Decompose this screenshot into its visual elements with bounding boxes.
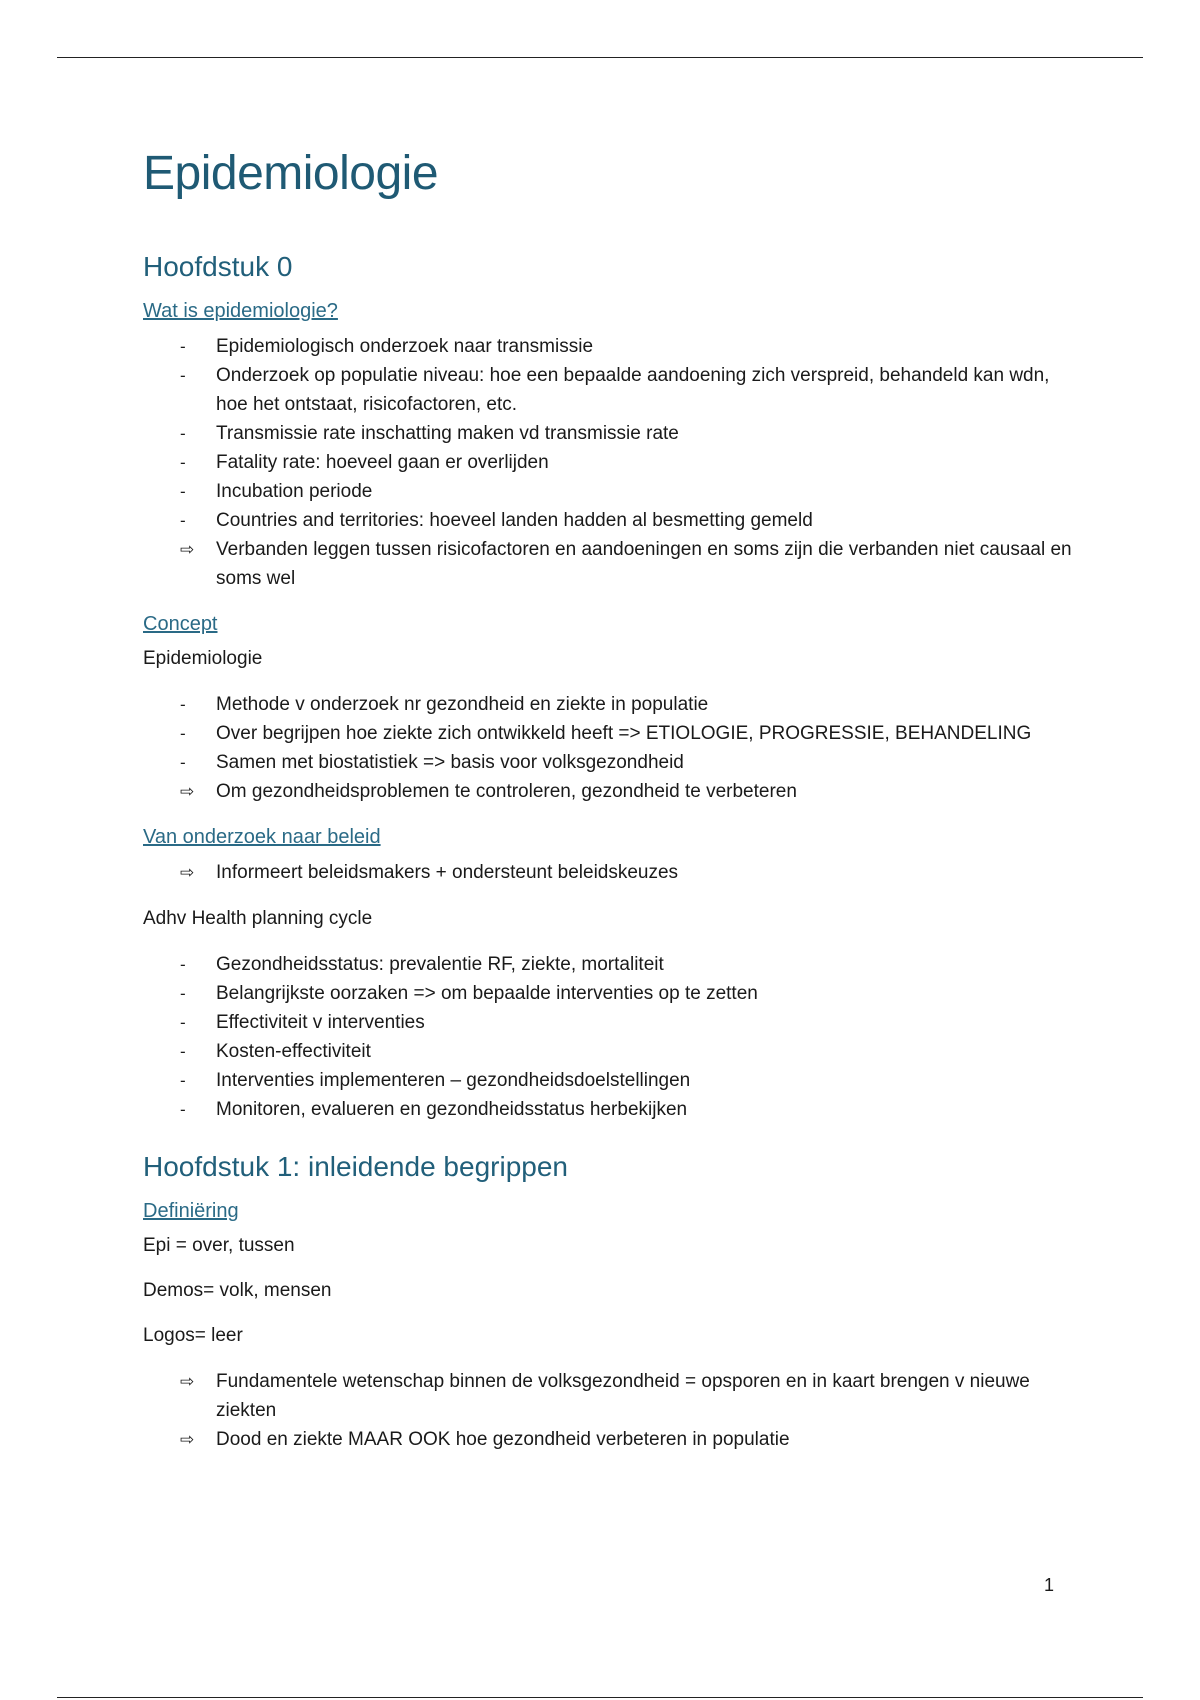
list-item [143, 477, 1083, 506]
bullet-list [143, 858, 1083, 887]
dash-bullet: - [180, 724, 186, 743]
list-item-text: Om gezondheidsproblemen te controleren, gezondheid te verbeteren [216, 781, 797, 802]
list-item-text: Incubation periode [216, 481, 373, 502]
list-item-text: Transmissie rate inschatting maken vd transmissie rate [216, 423, 679, 444]
paragraph: Adhv Health planning cycle [143, 908, 373, 929]
arrow-bullet-icon: ⇨ [180, 540, 195, 559]
list-item-text: Verbanden leggen tussen risicofactoren en aandoeningen en soms zijn die verbanden niet causaal en soms wel [216, 539, 1072, 589]
list-item-text: Belangrijkste oorzaken => om bepaalde interventies op te zetten [216, 983, 758, 1004]
page-number: 1 [1044, 1575, 1055, 1595]
chapter-heading: Hoofdstuk 1: inleidende begrippen [143, 1151, 568, 1182]
dash-bullet: - [180, 984, 186, 1003]
document-title: Epidemiologie [143, 147, 439, 200]
list-item [143, 448, 1083, 477]
list-item-text: Samen met biostatistiek => basis voor volksgezondheid [216, 752, 684, 773]
bullet-list [143, 332, 1083, 593]
list-item [143, 719, 1083, 748]
dash-bullet: - [180, 511, 186, 530]
paragraph: Logos= leer [143, 1325, 243, 1346]
list-item-text: Dood en ziekte MAAR OOK hoe gezondheid verbeteren in populatie [216, 1429, 790, 1450]
list-item-text: Over begrijpen hoe ziekte zich ontwikkeld heeft => ETIOLOGIE, PROGRESSIE, BEHANDELING [216, 723, 1032, 744]
list-item-text: Effectiviteit v interventies [216, 1012, 425, 1033]
list-item-text: Kosten-effectiviteit [216, 1041, 371, 1062]
dash-bullet: - [180, 1013, 186, 1032]
document-content [143, 250, 1083, 1472]
list-item-text: Gezondheidsstatus: prevalentie RF, ziekte, mortaliteit [216, 954, 664, 975]
dash-bullet: - [180, 955, 186, 974]
list-item [143, 1037, 1083, 1066]
chapter-heading: Hoofdstuk 0 [143, 251, 293, 282]
bullet-list [143, 950, 1083, 1124]
list-item [143, 535, 1083, 593]
dash-bullet: - [180, 366, 186, 385]
dash-bullet: - [180, 482, 186, 501]
arrow-bullet-icon: ⇨ [180, 782, 195, 801]
list-item-text: Countries and territories: hoeveel landen hadden al besmetting gemeld [216, 510, 813, 531]
dash-bullet: - [180, 1100, 186, 1119]
list-item [143, 1095, 1083, 1124]
dash-bullet: - [180, 453, 186, 472]
list-item [143, 419, 1083, 448]
list-item-text: Fundamentele wetenschap binnen de volksgezondheid = opsporen en in kaart brengen v nieuwe ziekten [216, 1371, 1030, 1421]
list-item [143, 1008, 1083, 1037]
section-heading: Definiëring [143, 1200, 239, 1222]
list-item [143, 361, 1083, 419]
arrow-bullet-icon: ⇨ [180, 1430, 195, 1449]
paragraph: Epi = over, tussen [143, 1235, 295, 1256]
section-heading: Concept [143, 613, 218, 635]
paragraph: Demos= volk, mensen [143, 1280, 332, 1301]
list-item [143, 1066, 1083, 1095]
list-item [143, 506, 1083, 535]
bullet-list [143, 690, 1083, 806]
section-heading: Van onderzoek naar beleid [143, 826, 381, 848]
list-item-text: Epidemiologisch onderzoek naar transmissie [216, 336, 594, 357]
list-item-text: Monitoren, evalueren en gezondheidsstatus herbekijken [216, 1099, 688, 1120]
section-heading: Wat is epidemiologie? [143, 300, 338, 322]
paragraph: Epidemiologie [143, 648, 263, 669]
list-item-text: Interventies implementeren – gezondheidsdoelstellingen [216, 1070, 691, 1091]
list-item [143, 1367, 1083, 1425]
dash-bullet: - [180, 1042, 186, 1061]
list-item-text: Informeert beleidsmakers + ondersteunt beleidskeuzes [216, 862, 679, 883]
bottom-rule [57, 1697, 1143, 1698]
list-item [143, 950, 1083, 979]
bullet-list [143, 1367, 1083, 1454]
dash-bullet: - [180, 753, 186, 772]
arrow-bullet-icon: ⇨ [180, 863, 195, 882]
list-item [143, 332, 1083, 361]
list-item [143, 979, 1083, 1008]
dash-bullet: - [180, 695, 186, 714]
list-item-text: Fatality rate: hoeveel gaan er overlijden [216, 452, 549, 473]
list-item [143, 777, 1083, 806]
top-rule [57, 57, 1143, 58]
list-item-text: Onderzoek op populatie niveau: hoe een bepaalde aandoening zich verspreid, behandeld kan wdn, hoe het ontstaat, risicofactoren, etc. [216, 365, 1050, 415]
dash-bullet: - [180, 1071, 186, 1090]
list-item [143, 748, 1083, 777]
dash-bullet: - [180, 424, 186, 443]
list-item [143, 1425, 1083, 1454]
dash-bullet: - [180, 337, 186, 356]
arrow-bullet-icon: ⇨ [180, 1372, 195, 1391]
list-item [143, 690, 1083, 719]
list-item [143, 858, 1083, 887]
list-item-text: Methode v onderzoek nr gezondheid en ziekte in populatie [216, 694, 709, 715]
